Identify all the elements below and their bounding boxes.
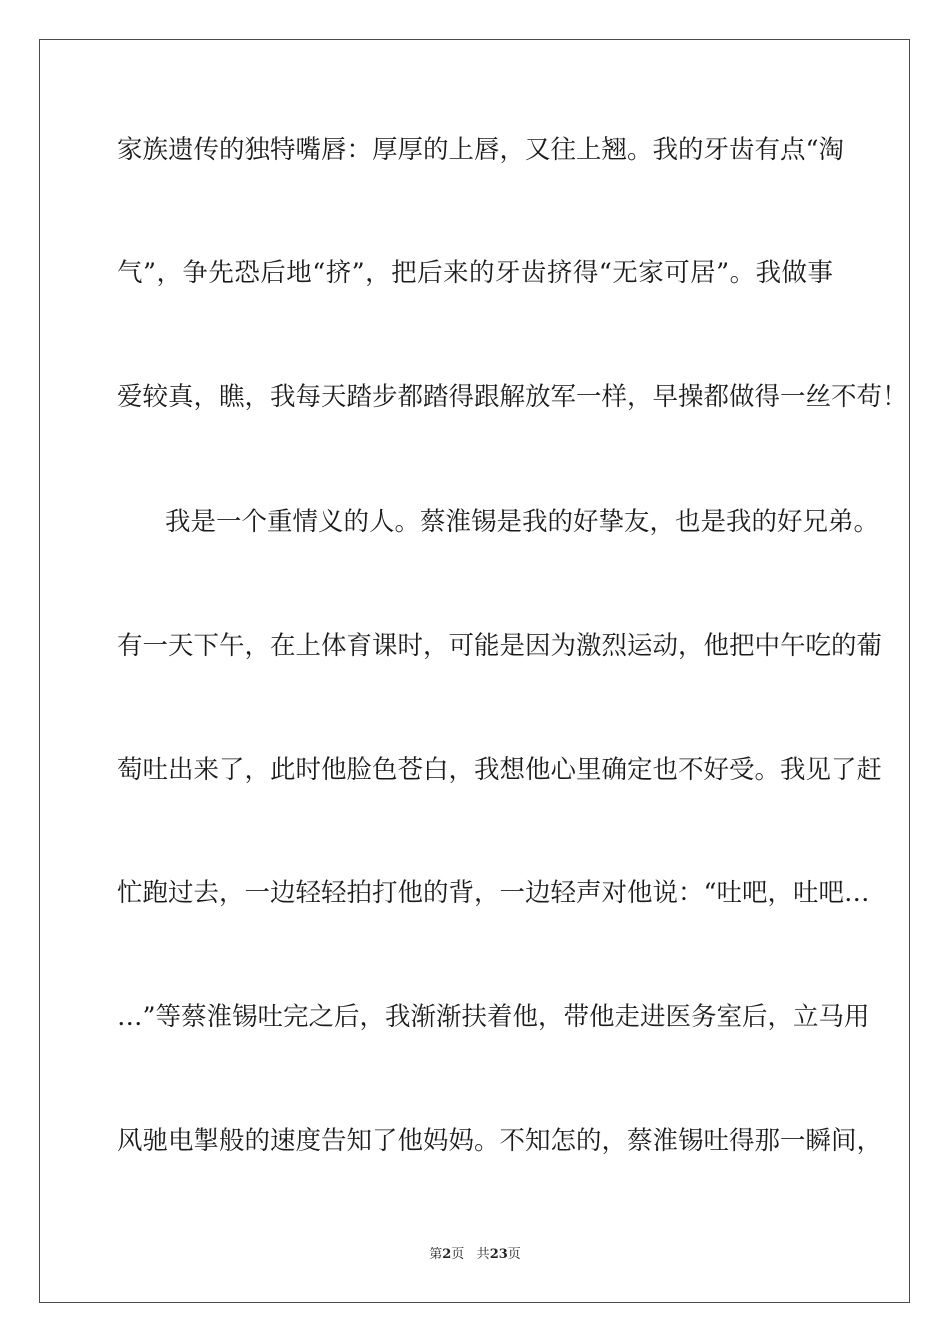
total-suffix: 页 <box>507 1247 521 1262</box>
page-number: 2 <box>442 1247 452 1262</box>
paragraph-line-2: 气”，争先恐后地“挤”，把后来的牙齿挤得“无家可居”。我做事 <box>117 258 833 288</box>
paragraph-line-7: 忙跑过去，一边轻轻拍打他的背，一边轻声对他说：“吐吧，吐吧… <box>117 878 870 908</box>
paragraph-line-3: 爱较真，瞧，我每天踏步都踏得跟解放军一样，早操都做得一丝不苟！ <box>117 382 908 412</box>
page-suffix: 页 <box>451 1247 465 1262</box>
paragraph-line-1: 家族遗传的独特嘴唇：厚厚的上唇，又往上翘。我的牙齿有点“淘 <box>117 135 845 165</box>
page-border <box>39 39 910 1303</box>
paragraph-line-6: 萄吐出来了，此时他脸色苍白，我想他心里确定也不好受。我见了赶 <box>117 755 883 785</box>
paragraph-line-5: 有一天下午，在上体育课时，可能是因为激烈运动，他把中午吃的葡 <box>117 631 883 661</box>
page-prefix: 第 <box>429 1247 443 1262</box>
total-pages: 23 <box>489 1247 508 1262</box>
page-footer <box>0 1246 950 1264</box>
paragraph-line-4: 我是一个重情义的人。蔡淮锡是我的好挚友，也是我的好兄弟。 <box>165 507 880 537</box>
paragraph-line-9: 风驰电掣般的速度告知了他妈妈。不知怎的，蔡淮锡吐得那一瞬间， <box>117 1126 883 1156</box>
paragraph-line-8: …”等蔡淮锡吐完之后，我渐渐扶着他，带他走进医务室后，立马用 <box>117 1002 870 1032</box>
total-prefix: 共 <box>476 1247 490 1262</box>
